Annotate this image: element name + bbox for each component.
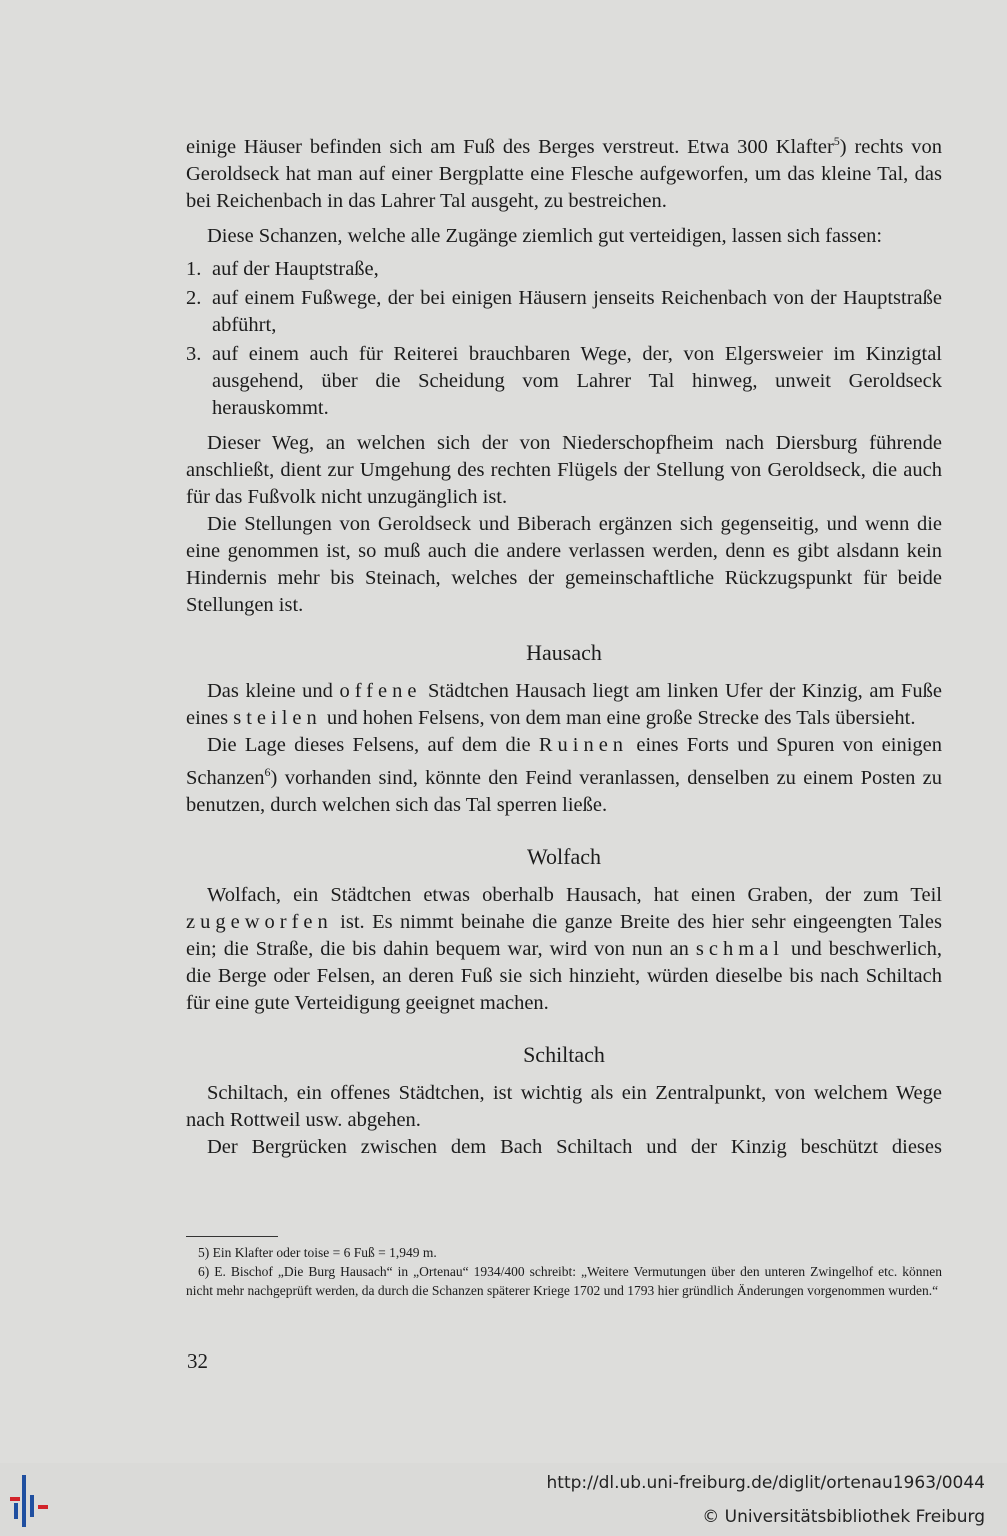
footnotes [186,1236,942,1300]
footer-bar [0,1463,1007,1536]
numbered-list [186,256,942,422]
paragraph-3: Dieser Weg, an welchen sich der von Niederschopfheim nach Diersburg führende anschließt, dient zur Umgehung des rechten Flügels der Stellung von Geroldseck, die auch für das Fußvolk nicht unzugänglich ist. [186,431,942,508]
heading-schiltach: Schiltach [523,1041,605,1067]
heading-hausach: Hausach [526,639,602,665]
footnote-5: 5) Ein Klafter oder toise = 6 Fuß = 1,949 m. [198,1245,437,1260]
paragraph-1: einige Häuser befinden sich am Fuß des Berges verstreut. Etwa 300 Klafter$^5$) rechts von Geroldseck hat man auf einer Bergplatte eine Flesche aufgeworfen, um das kleine Tal, das bei Reichenbach in das Lahrer Tal ausgeht, zu bestreichen. [186,134,942,212]
paragraph-hausach-1: Das kleine und offene Städtchen Hausach liegt am linken Ufer der Kinzig, am Fuße eines steilen und hohen Felsens, von dem man eine große Strecke des Tals übersieht. [186,679,942,729]
paragraph-4: Die Stellungen von Geroldseck und Biberach ergänzen sich gegenseitig, und wenn die eine genommen ist, so muß auch die andere verlassen werden, denn es gibt alsdann kein Hindernis mehr bis Steinach, welches der gemeinschaftliche Rückzugspunkt für beide Stellungen ist. [186,512,942,616]
paragraph-2: Diese Schanzen, welche alle Zugänge ziemlich gut verteidigen, lassen sich fassen: [207,224,883,247]
document-url[interactable]: http://dl.ub.uni-freiburg.de/diglit/ortenau1963/0044 [546,1473,985,1493]
paragraph-schiltach-2: Der Bergrücken zwischen dem Bach Schiltach und der Kinzig beschützt dieses [207,1135,942,1158]
page-number: 32 [187,1349,208,1373]
paragraph-hausach-2: Die Lage dieses Felsens, auf dem die Ruinen eines Forts und Spuren von einigen Schanzen$^6$) vorhanden sind, könnte den Feind veranlassen, denselben zu einem Posten zu benutzen, durch welchen sich das Tal sperren ließe. [186,733,942,816]
paragraph-wolfach-1: Wolfach, ein Städtchen etwas oberhalb Hausach, hat einen Graben, der zum Teil zugeworfen ist. Es nimmt beinahe die ganze Breite des hier sehr eingeengten Tales ein; die Straße, die bis dahin bequem war, wird von nun an schmal und beschwerlich, die Berge oder Felsen, an deren Fuß sie sich hinzieht, würden dieselbe bis nach Schiltach für eine gute Verteidigung geeignet machen. [186,883,942,1014]
list-item: 3. auf einem auch für Reiterei brauchbaren Wege, der, von Elgersweier im Kinzigtal ausgehend, über die Scheidung vom Lahrer Tal hinweg, unweit Geroldseck herauskommt. [186,342,942,419]
body-text [186,128,942,1161]
paragraph-schiltach-1: Schiltach, ein offenes Städtchen, ist wichtig als ein Zentralpunkt, von welchem Wege nach Rottweil usw. abgehen. [186,1081,942,1131]
list-item: 2. auf einem Fußwege, der bei einigen Häusern jenseits Reichenbach von der Hauptstraße abführt, [186,286,942,336]
footnote-rule [186,1236,278,1237]
list-item: 1. auf der Hauptstraße, [186,257,379,280]
copyright-notice: © Universitätsbibliothek Freiburg [702,1507,985,1527]
heading-wolfach: Wolfach [527,843,601,869]
footnote-6: 6) E. Bischof „Die Burg Hausach“ in „Ortenau“ 1934/400 schreibt: „Weitere Vermutungen über den unteren Zwingelhof etc. können nicht mehr nachgeprüft werden, da durch die Schanzen späterer Kriege 1702 und 1793 hier gründlich Änderungen vorgenommen wurden.“ [186,1264,942,1298]
library-logo-icon [10,1475,66,1527]
